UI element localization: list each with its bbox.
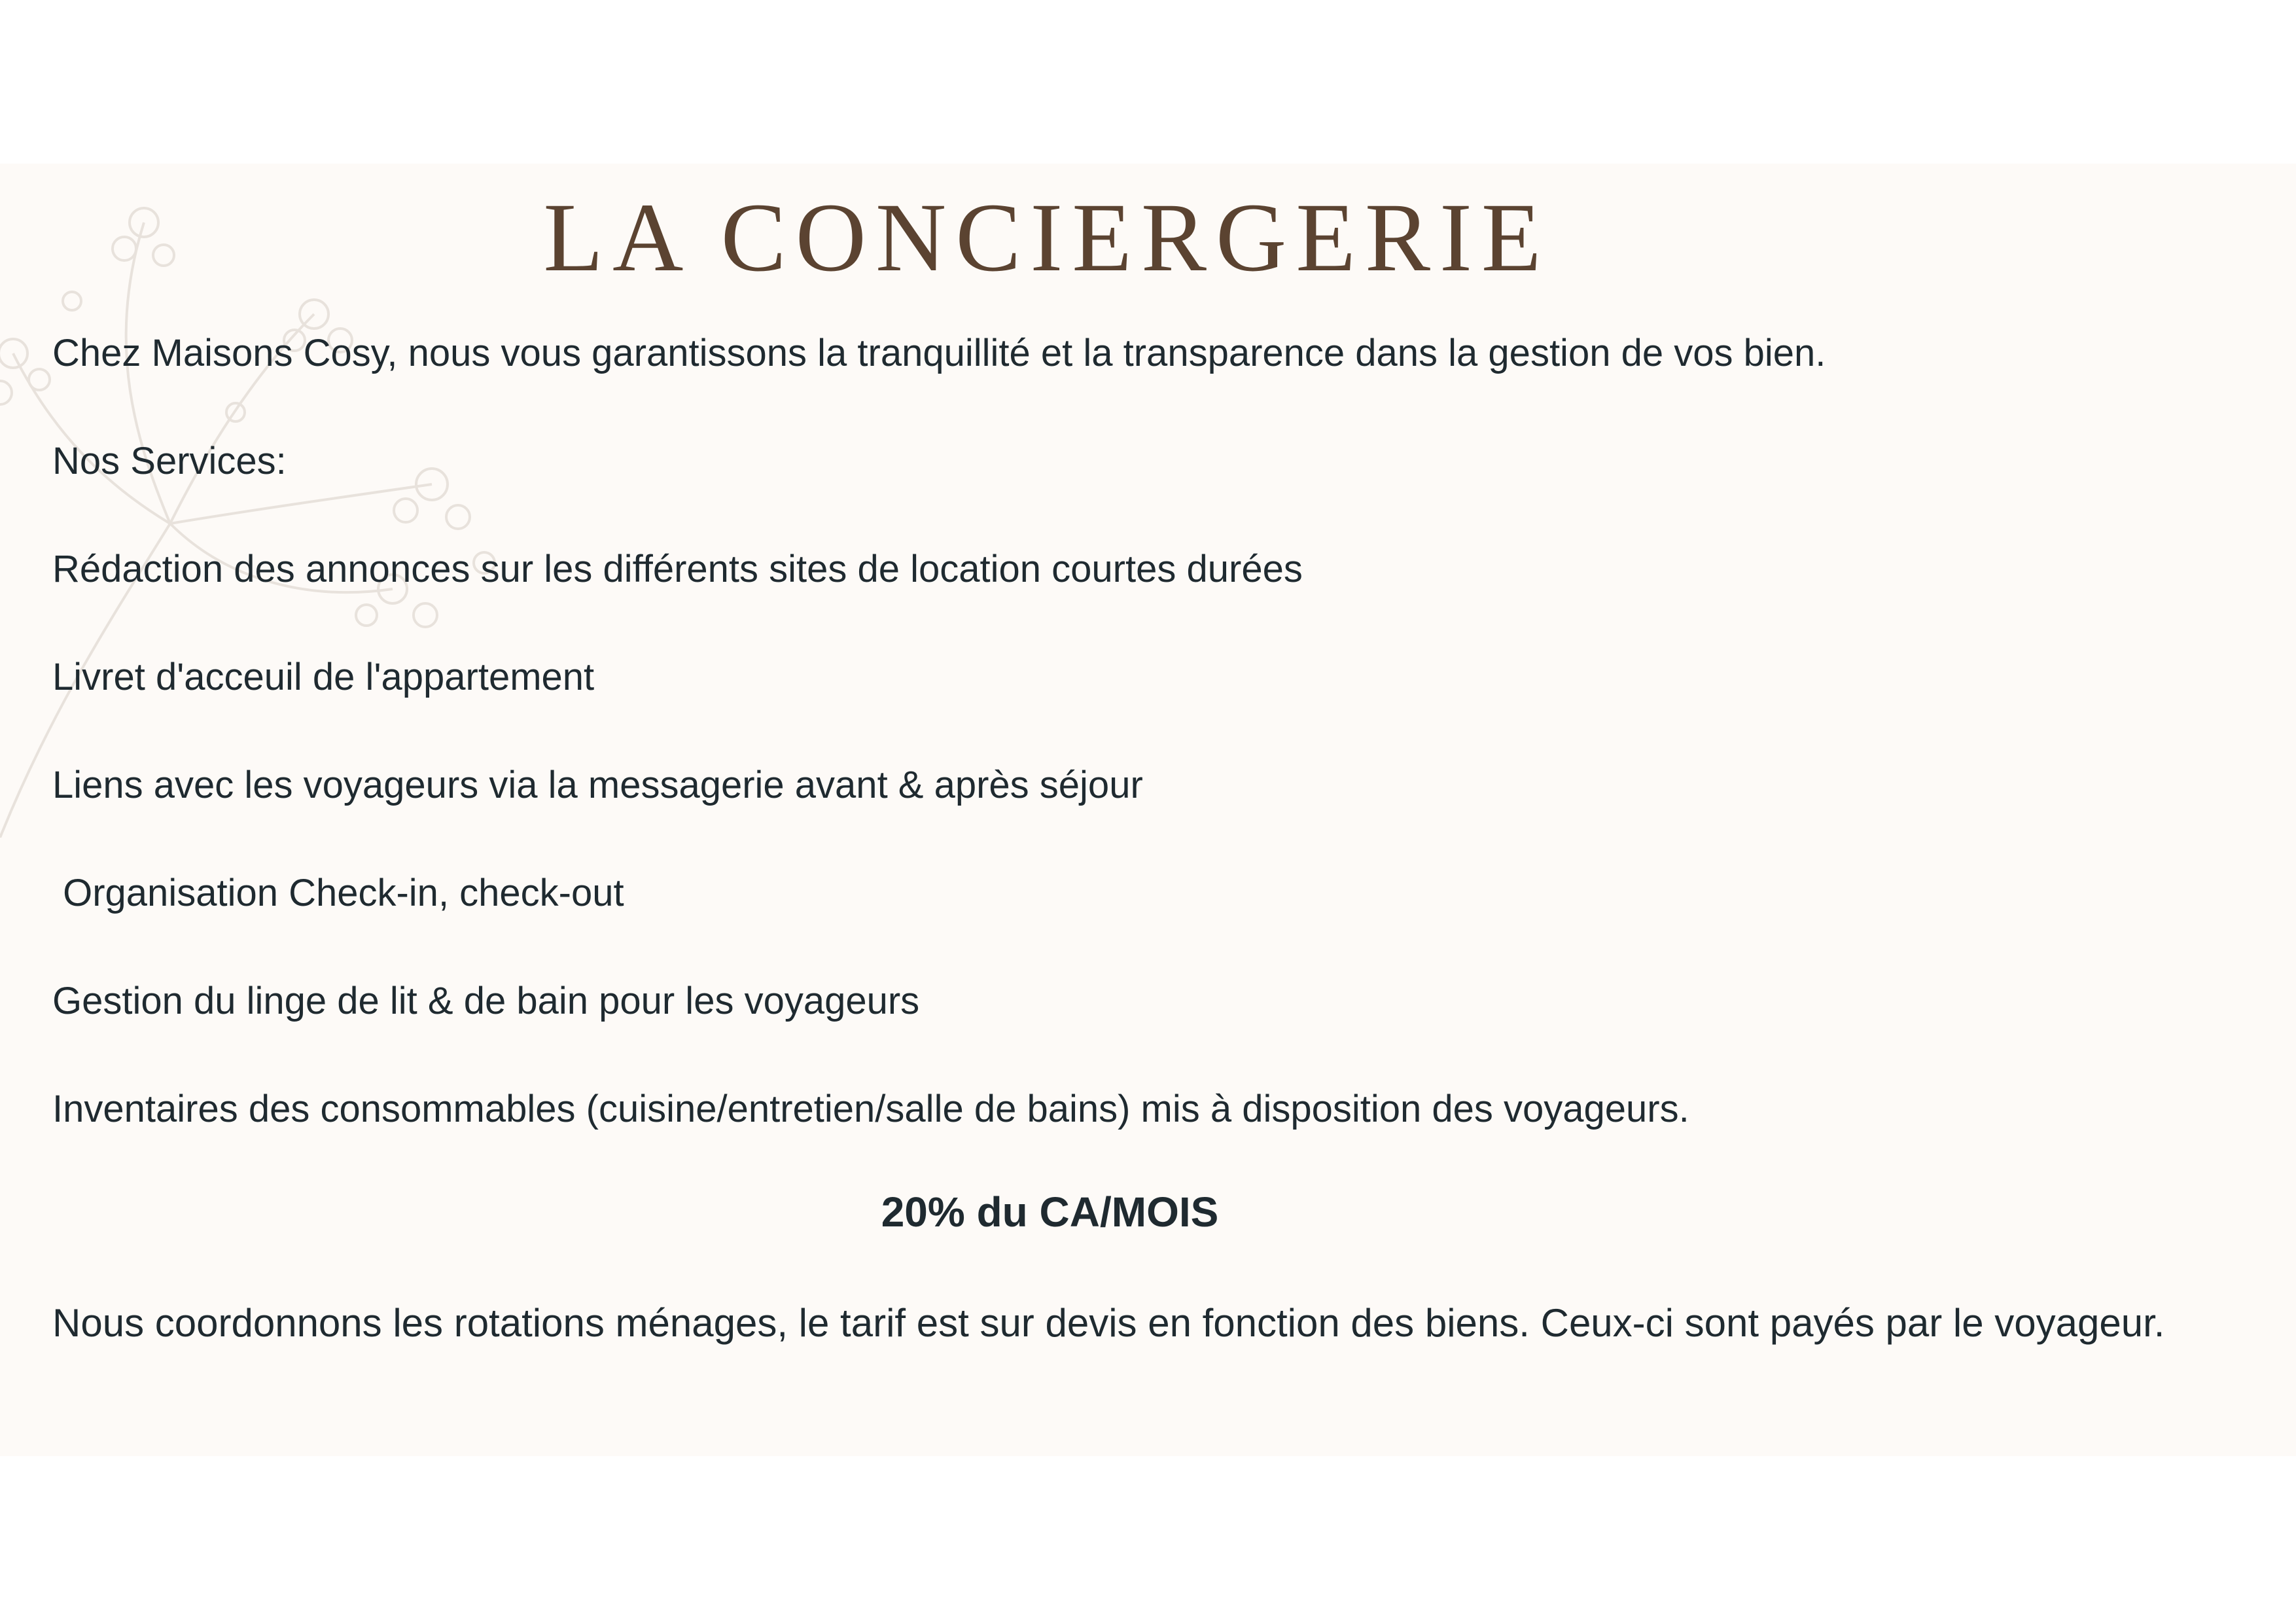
service-item: Liens avec les voyageurs via la messagerie avant & après séjour xyxy=(52,764,1143,806)
service-item: Rédaction des annonces sur les différents sites de location courtes durées xyxy=(52,548,1303,590)
services-heading: Nos Services: xyxy=(52,440,287,482)
service-item: Organisation Check-in, check-out xyxy=(52,872,624,914)
cleaning-note: Nous coordonnons les rotations ménages, le tarif est sur devis en fonction des biens. Ceux-ci sont payés par le voyageur. xyxy=(52,1301,2165,1345)
price-text: 20% du CA/MOIS xyxy=(881,1188,1219,1236)
service-item: Inventaires des consommables (cuisine/entretien/salle de bains) mis à disposition des voyageurs. xyxy=(52,1088,1689,1130)
page-title: LA CONCIERGERIE xyxy=(543,183,1551,292)
service-item: Livret d'acceuil de l'appartement xyxy=(52,656,595,698)
service-item: Gestion du linge de lit & de bain pour les voyageurs xyxy=(52,980,920,1022)
intro-text: Chez Maisons Cosy, nous vous garantissons la tranquillité et la transparence dans la gestion de vos bien. xyxy=(52,332,1826,374)
